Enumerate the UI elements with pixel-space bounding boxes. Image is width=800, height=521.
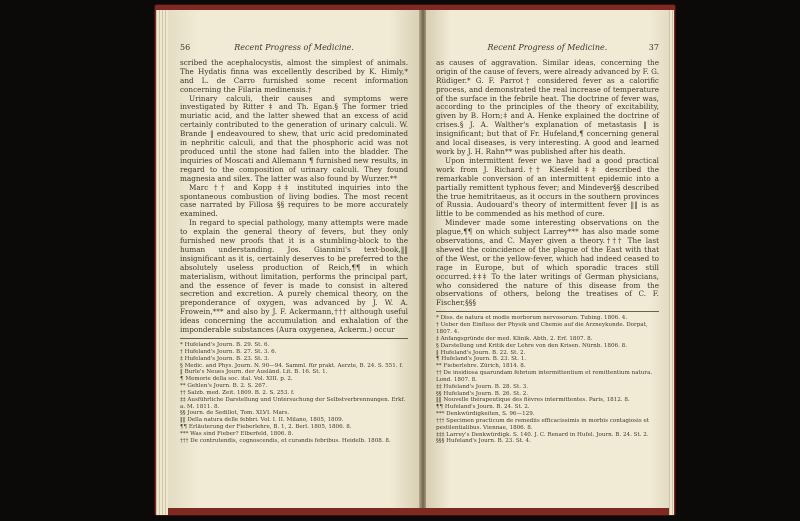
footnote: ¶ Hufeland's Journ. B. 23. St. 1. <box>436 356 527 363</box>
footnote: ‡‡ Ausführliche Darstellung und Untersuchung der Selbstverbrennungen. Erkf. a. M. 1811. 8. <box>180 396 406 410</box>
footnote: ¶¶ Erläuterung der Fieberlehre, B. 1, 2. Berl. 1805, 1806. 8. <box>180 424 352 431</box>
footnote: § Medic. and Phys. Journ. N. 90—94. Samml. für prakt. Aerzte, B. 24. S. 551. f. <box>180 362 403 369</box>
footnote: †† De insidiosa quarundam febrium intermittentium et remittentium natura. Lond. 1807. 8. <box>436 370 653 383</box>
footnote: ‡‡ Hufeland's Journ. B. 28. St. 3. <box>436 383 529 390</box>
left-paragraph: Urinary calculi, their causes and symptoms were investigated by Ritter ‡ and Th. Egan.§ The former tried muriatic acid, and the latter shewed that an excess of acid certainly contributed to the generation of urinary calculi. W. Brande ‖ endeavoured to shew, that uric acid predominated in nephritic calculi, and that the phosphoric acid was not produced until the stone had fallen into the bladder. The inquiries of Moscati and Allemann ¶ furnished new results, in regard to the composition of urinary calculi. They found magnesia and silex. The latter was also found by Wurzer.** <box>180 93 408 183</box>
right-paragraph: Mindever made some interesting observations on the plague,¶¶ on which subject Larrey*** has also made some observations, and C. Mayer given a theory.††† The last shewed the coincidence of the plague of the East with that of the West, or the yellow-fever, which had indeed ceased to rage in Europe, but of which sporadic traces still occurred.‡‡‡ To the later writings of German physicians, who considered the nature of this disease from the observations of others, belong the treatises of C. F. Fischer,§§§ <box>436 218 659 308</box>
left-footnotes <box>180 342 408 445</box>
footnote: ‖ Burle's Neues Journ. der Ausländ. Lit. B. 16. St. 1. <box>180 369 328 376</box>
footnote: † Hufeland's Journ. B. 27. St. 3. 6. <box>180 348 277 355</box>
left-page-number: 56 <box>180 43 191 52</box>
right-page <box>426 10 669 508</box>
left-running-title: Recent Progress of Medicine. <box>234 43 354 52</box>
footnote: *** Was sind Fieber? Elberfeld, 1806. 8. <box>180 430 294 437</box>
footnote: *** Denkwürdigkeiten, S. 96—129. <box>436 411 535 418</box>
right-page-number: 37 <box>648 43 659 52</box>
left-paragraph: Marc †† and Kopp ‡‡ instituted inquiries into the spontaneous combustion of living bodies. The most recent case narrated by Fillosa §§ requires to be more accurately examined. <box>180 182 408 219</box>
right-footnotes <box>436 315 659 445</box>
right-paragraph: Upon intermittent fever we have had a good practical work from J. Richard.†† Kiesfeld ‡‡ described the remarkable conversion of an intermittent epidemic into a partially remittent typhous fever; and Mindever§§ described the true hemitritaeus, as it occurs in the southern provinces of Russia. Audouard's theory of intermittent fever ‖‖ is as little to be commended as his method of cure. <box>436 155 659 219</box>
footnote: ¶¶ Hufeland's Journ. B. 24. St. 2. <box>436 404 530 411</box>
footnote: ††† Specimen practicum de remediis efficacissimis in morbis contagiosis et pestilentialibus. Viennae, 1806. 8. <box>436 417 650 431</box>
footnote: † Ueber den Einfluss der Physik und Chemie auf die Arzneykunde. Dorpat, 1807. 4. <box>436 322 648 335</box>
footnote: †† Salzb. med. Zeit. 1809. B. 2. S. 253. f. <box>180 389 295 396</box>
footnote: §§ Journ. de Sedillot, Tom. XLVI. Mars. <box>180 410 290 417</box>
footnote: * Hufeland's Journ. B. 29. St. 6. <box>180 342 270 348</box>
footnote-rule <box>180 338 408 339</box>
footnote: §§ Hufeland's Journ. B. 26. St. 2. <box>436 390 529 397</box>
footnote: §§§ Hufeland's Journ. B. 23. St. 4. <box>436 438 531 445</box>
footnote: * Diss. de natura et modis morborum nervosorum. Tubing. 1806. 4. <box>436 315 628 322</box>
left-page <box>168 10 420 508</box>
left-paragraph: In regard to special pathology, many attempts were made to explain the general theory of fevers, but they only furnished new proofs that it is a stumbling-block to the human understanding. Jos. Giannini's text-book,‖‖ insignificant as it is, certainly deserves to be preferred to the absolutely useless production of Reich,¶¶ in which materialism, without limitation, performs the principal part, and the essence of fever is made to consist in altered secretion and excretion. A purely chemical theory, on the preponderance of oxygen, was advanced by J. W. A. Frowein,*** and also by J. F. Ackermann,††† although useful ideas concerning the accumulation and exhalation of the imponderable substances (Aura oxygenea, Ackerm.) occur <box>180 218 408 335</box>
footnote: ** Gehlen's Journ. B. 2. S. 267. <box>180 383 268 390</box>
footnote: ‡ Anfangsgründe der med. Klinik. Abth. 2. Erf. 1807. 8. <box>436 335 593 342</box>
footnote: ‖‖ Nouvelle thérapeutique des fièvres intermittentes. Paris, 1812. 8. <box>436 397 630 404</box>
left-running-header <box>180 44 408 53</box>
footnote: ** Fieberlehre. Zürich, 1814. 8. <box>436 363 526 370</box>
footnote: ‡‡‡ Larrey's Denkwürdigk. S. 140. J. C. Renard in Hufel. Journ. B. 24. St. 2. <box>436 431 649 438</box>
footnote: ‖‖ Della natura delle febbri. Vol. I. II. Milano, 1805, 1809. <box>180 417 344 424</box>
footnote-rule <box>436 311 659 312</box>
footnote: § Darstellung und Kritik der Lehre von den Krisen. Nürnb. 1806. 8. <box>436 342 627 349</box>
left-page-edges <box>156 10 168 515</box>
right-paragraph: as causes of aggravation. Similar ideas, concerning the origin of the cause of fevers, were already advanced by F. G. Rüdiger.* G. F. Parrot† considered fever as a calorific process, and demonstrated the real increase of temperature of the surface in the febrile heat. The doctrine of fever was, according to the principles of the theory of excitability, given by B. Horn;‡ and A. Henke explained the doctrine of crises.§ J. A. Walther's explanation of metastasis ‖ is insignificant; but that of Fr. Hufeland,¶ concerning general and local diseases, is very interesting. A good and learned work by J. H. Rahn** was published after his death. <box>436 57 659 156</box>
right-running-title: Recent Progress of Medicine. <box>487 43 608 52</box>
right-page-edges <box>669 10 674 515</box>
left-paragraph: scribed the acephalocystis, almost the simplest of animals. The Hydatis finna was excellently described by K. Himly,* and L. de Carro furnished some recent information concerning the Filaria medinensis.† <box>180 57 408 94</box>
footnote: ‡ Hufeland's Journ. B. 23. St. 3. <box>180 355 270 362</box>
footnote: ‖ Hufeland's Journ. B. 22. St. 2. <box>436 349 526 356</box>
footnote: ¶ Memorie della soc. ital. Vol. XIII. p. 2. <box>180 376 293 383</box>
right-running-header <box>436 44 659 53</box>
footnote: ††† De contrutendis, cognoscendis, et curandis febribus. Heidelb. 1808. 8. <box>180 437 391 444</box>
